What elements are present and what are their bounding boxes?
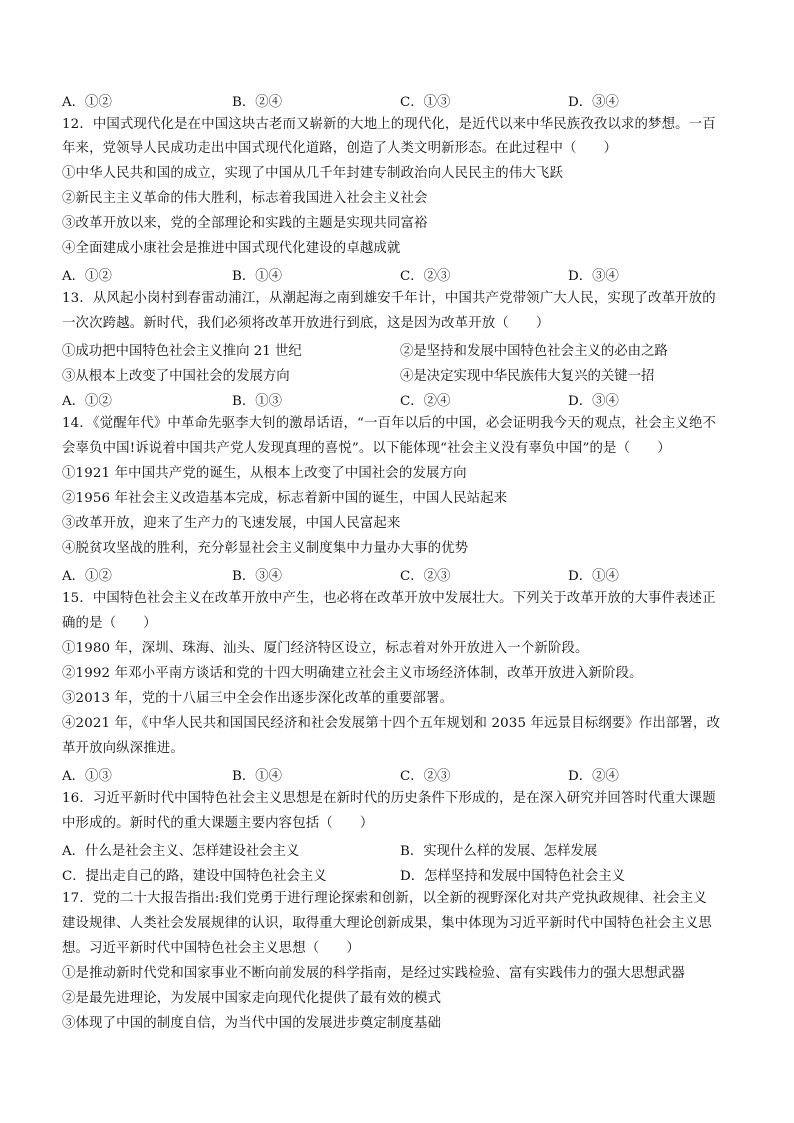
- q15-option-c[interactable]: C．②③: [400, 769, 451, 784]
- q13-option-d[interactable]: D．③④: [568, 394, 619, 409]
- q11-option-d[interactable]: D．③④: [568, 95, 619, 110]
- q15-stem-line: 15．中国特色社会主义在改革开放中产生，也必将在改革开放中发展壮大。下列关于改革开放的大事件表述正: [62, 591, 716, 606]
- q15-item: ②1992 年邓小平南方谈话和党的十四大明确建立社会主义市场经济体制，改革开放进入新阶段。: [62, 666, 643, 681]
- q12-stem-line: 年来，党领导人民成功走出中国式现代化道路，创造了人类文明新形态。在此过程中（ ）: [62, 141, 618, 156]
- q13-items-row: [62, 340, 742, 358]
- q12-stem-line: 12．中国式现代化是在中国这块古老而又崭新的大地上的现代化，是近代以来中华民族孜孜以求的梦想。一百: [62, 117, 716, 132]
- q12-option-c[interactable]: C．②③: [400, 269, 451, 284]
- q11-option-c[interactable]: C．①③: [400, 95, 451, 110]
- q14-option-d[interactable]: D．①④: [568, 569, 619, 584]
- q12-item: ③改革开放以来，党的全部理论和实践的主题是实现共同富裕: [62, 216, 428, 231]
- q14-options: [62, 565, 742, 583]
- q16-option-d[interactable]: D．怎样坚持和发展中国特色社会主义: [400, 869, 625, 884]
- q13-items-row: [62, 365, 742, 383]
- q12-option-d[interactable]: D．③④: [568, 269, 619, 284]
- q12-item: ①中华人民共和国的成立，实现了中国从几千年封建专制政治向人民民主的伟大飞跃: [62, 166, 564, 181]
- q17-stem-line: 想。习近平新时代中国特色社会主义思想（ ）: [62, 941, 360, 956]
- q15-item: ③2013 年，党的十八届三中全会作出逐步深化改革的重要部署。: [62, 691, 454, 706]
- q16-option-c[interactable]: C．提出走自己的路，建设中国特色社会主义: [62, 869, 327, 884]
- q16-stem-line: 中形成的。新时代的重大课题主要内容包括（ ）: [62, 816, 374, 831]
- q15-option-a[interactable]: A．①③: [62, 769, 112, 784]
- q12-option-a[interactable]: A．①②: [62, 269, 112, 284]
- q16-stem-line: 16．习近平新时代中国特色社会主义思想是在新时代的历史条件下形成的，是在深入研究并回答时代重大课题: [62, 791, 716, 806]
- q17-item: ③体现了中国的制度自信，为当代中国的发展进步奠定制度基础: [62, 1016, 442, 1031]
- q15-option-b[interactable]: B．①④: [232, 769, 283, 784]
- q15-options: [62, 765, 742, 783]
- q15-item: ④2021 年，《中华人民共和国国民经济和社会发展第十四个五年规划和 2035 年远景目标纲要》作出部署，改: [62, 716, 721, 731]
- q17-stem-line: 建设规律、人类社会发展规律的认识，取得重大理论创新成果，集中体现为习近平新时代中国特色社会主义思: [62, 916, 712, 931]
- q13-item: ④是决定实现中华民族伟大复兴的关键一招: [400, 369, 655, 384]
- q13-option-c[interactable]: C．②④: [400, 394, 451, 409]
- q15-option-d[interactable]: D．②④: [568, 769, 619, 784]
- q12-options: [62, 265, 742, 283]
- q12-option-b[interactable]: B．①④: [232, 269, 283, 284]
- q16-option-a[interactable]: A．什么是社会主义、怎样建设社会主义: [62, 844, 300, 859]
- q14-item: ④脱贫攻坚战的胜利，充分彰显社会主义制度集中力量办大事的优势: [62, 541, 469, 556]
- q12-item: ④全面建成小康社会是推进中国式现代化建设的卓越成就: [62, 241, 401, 256]
- q14-option-c[interactable]: C．②③: [400, 569, 451, 584]
- q13-option-b[interactable]: B．①③: [232, 394, 283, 409]
- q14-stem-line: 会辜负中国!诉说着中国共产党人发现真理的喜悦”。以下能体现“社会主义没有辜负中国”的是（ ）: [62, 441, 671, 456]
- q15-item: 革开放向纵深推进。: [62, 741, 184, 756]
- q17-stem-line: 17．党的二十大报告指出:我们党勇于进行理论探索和创新，以全新的视野深化对共产党执政规律、社会主义: [62, 891, 707, 906]
- q14-stem-line: 14．《觉醒年代》中革命先驱李大钊的激昂话语，“一百年以后的中国，必会证明我今天的观点，社会主义绝不: [62, 416, 717, 431]
- q16-options-row: [62, 865, 742, 883]
- q16-option-b[interactable]: B．实现什么样的发展、怎样发展: [400, 844, 598, 859]
- q17-item: ①是推动新时代党和国家事业不断向前发展的科学指南，是经过实践检验、富有实践伟力的强大思想武器: [62, 966, 685, 981]
- q13-item: ①成功把中国特色社会主义推向 21 世纪: [62, 344, 302, 359]
- q13-option-a[interactable]: A．①②: [62, 394, 112, 409]
- q15-item: ①1980 年，深圳、珠海、汕头、厦门经济特区设立，标志着对外开放进入一个新阶段。: [62, 641, 589, 656]
- q13-item: ②是坚持和发展中国特色社会主义的必由之路: [400, 344, 668, 359]
- q12-item: ②新民主主义革命的伟大胜利，标志着我国进入社会主义社会: [62, 191, 428, 206]
- q14-option-a[interactable]: A．①②: [62, 569, 112, 584]
- q14-item: ③改革开放，迎来了生产力的飞速发展，中国人民富起来: [62, 516, 401, 531]
- q14-item: ②1956 年社会主义改造基本完成，标志着新中国的诞生，中国人民站起来: [62, 491, 508, 506]
- q16-options-row: [62, 840, 742, 858]
- q15-stem-line: 确的是（ ）: [62, 616, 157, 631]
- q13-options: [62, 390, 742, 408]
- q14-option-b[interactable]: B．③④: [232, 569, 283, 584]
- q13-stem-line: 13．从风起小岗村到春雷动浦江，从潮起海之南到雄安千年计，中国共产党带领广大人民，实现了改革开放的: [62, 291, 716, 306]
- q11-options: [62, 91, 742, 109]
- q17-item: ②是最先进理论，为发展中国家走向现代化提供了最有效的模式: [62, 991, 442, 1006]
- q14-item: ①1921 年中国共产党的诞生，从根本上改变了中国社会的发展方向: [62, 466, 467, 481]
- q13-item: ③从根本上改变了中国社会的发展方向: [62, 369, 290, 384]
- q11-option-a[interactable]: A．①②: [62, 95, 112, 110]
- q11-option-b[interactable]: B．②④: [232, 95, 283, 110]
- q13-stem-line: 一次次跨越。新时代，我们必须将改革开放进行到底，这是因为改革开放（ ）: [62, 316, 550, 331]
